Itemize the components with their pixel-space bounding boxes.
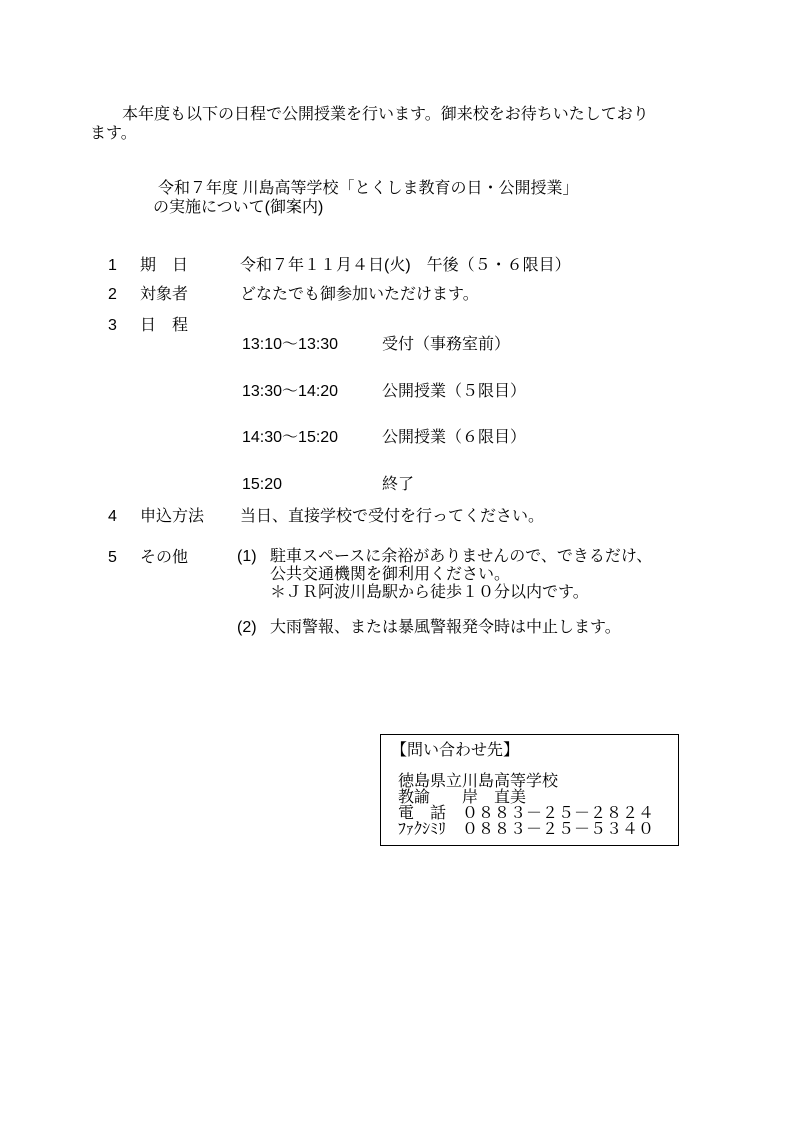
schedule-time: 15:20 [242, 476, 283, 493]
contact-phone-row [398, 806, 654, 822]
contact-fax-row [398, 822, 654, 838]
contact-body [398, 774, 654, 838]
item-label: 日 程 [140, 317, 189, 334]
document-title [153, 179, 578, 217]
numbered-item-4 [108, 507, 544, 526]
schedule-row [242, 382, 526, 401]
schedule-time: 13:10～13:30 [242, 336, 339, 353]
note-number: (1) [237, 548, 257, 565]
note-line: 駐車スペースに余裕がありませんので、できるだけ、 [270, 548, 653, 565]
schedule-row [242, 335, 510, 354]
note-text [270, 619, 621, 637]
note-line: ＊ＪＲ阿波川島駅から徒歩１０分以内です。 [270, 584, 589, 601]
numbered-item-5 [108, 548, 240, 567]
item-label: 申込方法 [140, 508, 205, 525]
note-text [270, 548, 652, 602]
title-line: の実施について(御案内) [153, 199, 324, 216]
item-content: 当日、直接学校で受付を行ってください。 [240, 508, 545, 525]
item-number: 3 [108, 317, 117, 334]
contact-title: 【問い合わせ先】 [391, 742, 520, 759]
schedule-event: 終了 [382, 476, 415, 493]
schedule-event: 公開授業（５限目） [382, 383, 527, 400]
note-item-2 [237, 619, 621, 637]
contact-person-row [398, 790, 654, 806]
note-number: (2) [237, 619, 257, 636]
numbered-item-2 [108, 285, 479, 304]
item-label: 期 日 [140, 257, 189, 274]
item-number: 2 [108, 286, 117, 303]
item-label: 対象者 [140, 286, 189, 303]
schedule-row [242, 428, 526, 447]
numbered-item-3 [108, 316, 240, 335]
title-line: 令和７年度 川島高等学校「とくしま教育の日・公開授業」 [158, 180, 579, 197]
note-line: 公共交通機関を御利用ください。 [270, 566, 511, 583]
numbered-item-1 [108, 256, 571, 275]
item-label: その他 [140, 549, 189, 566]
schedule-time: 13:30～14:20 [242, 383, 339, 400]
item-content: どなたでも御参加いただけます。 [240, 286, 479, 303]
fax-label: ﾌｧｸｼﾐﾘ [398, 821, 447, 838]
note-item-1 [237, 548, 652, 602]
intro-line: ます。 [90, 125, 137, 142]
phone-number: ０８８３－２５－２８２４ [462, 805, 655, 822]
schedule-row [242, 475, 414, 494]
item-number: 5 [108, 549, 117, 566]
schedule-time: 14:30～15:20 [242, 429, 339, 446]
fax-number: ０８８３－２５－５３４０ [462, 821, 655, 838]
contact-box [380, 734, 679, 846]
item-number: 1 [108, 257, 117, 274]
item-content: 令和７年１１月４日(火) 午後（５・６限目） [240, 257, 571, 274]
schedule-event: 公開授業（６限目） [382, 429, 527, 446]
intro-line: 本年度も以下の日程で公開授業を行います。御来校をお待ちいたしており [122, 106, 649, 123]
person-label: 教諭 [398, 789, 431, 806]
contact-school: 徳島県立川島高等学校 [398, 773, 559, 790]
intro-paragraph [90, 105, 694, 143]
item-number: 4 [108, 508, 117, 525]
phone-label: 電 話 [398, 805, 447, 822]
note-line: 大雨警報、または暴風警報発令時は中止します。 [270, 619, 621, 636]
schedule-event: 受付（事務室前） [382, 336, 511, 353]
person-name: 岸 直美 [462, 789, 527, 806]
